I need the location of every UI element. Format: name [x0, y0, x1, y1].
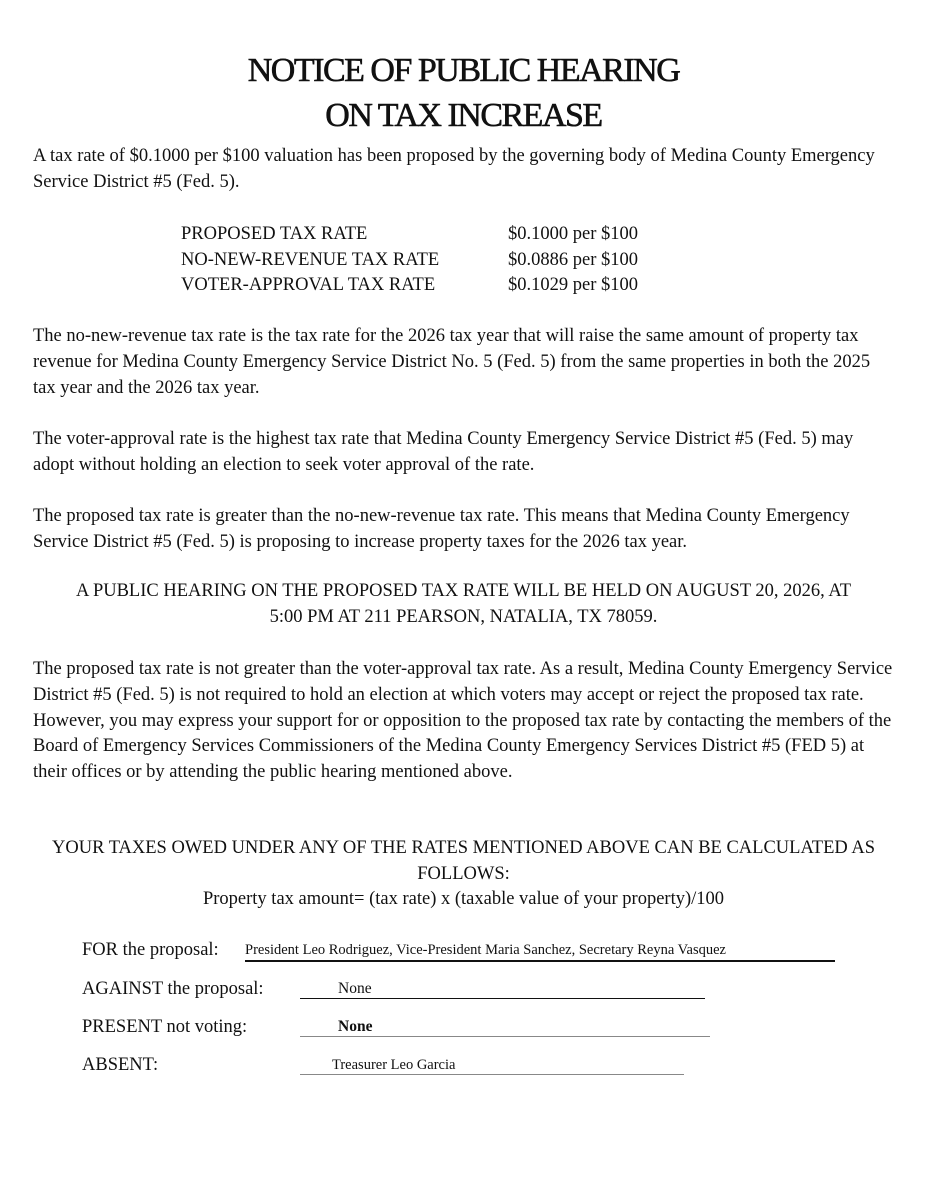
rate-name: NO-NEW-REVENUE TAX RATE: [181, 249, 440, 270]
vote-present-label: PRESENT not voting:: [82, 1017, 248, 1037]
tax-formula: Property tax amount= (tax rate) x (taxable value of your property)/100: [202, 889, 725, 909]
rate-name: VOTER-APPROVAL TAX RATE: [181, 275, 436, 295]
vote-present-value: None: [300, 1017, 710, 1037]
rate-value: $0.1029 per $100: [508, 275, 638, 295]
notice-title-line-1: NOTICE OF PUBLIC HEARING: [247, 52, 680, 89]
vote-for-value: President Leo Rodriguez, Vice-President Maria Sanchez, Secretary Reyna Vasquez: [245, 940, 835, 962]
public-hearing-notice: [20, 579, 907, 631]
proposed-rate-paragraph: The proposed tax rate is greater than the no-new-revenue tax rate. This means that Medina County Emergency Service District #5 (Fed. 5) is proposing to increase property taxes for the 2026 tax year.: [33, 506, 850, 552]
vote-for-label: FOR the proposal:: [82, 940, 219, 960]
rate-row-no-new-revenue: [181, 248, 638, 274]
intro-paragraph: A tax rate of $0.1000 per $100 valuation has been proposed by the governing body of Medina County Emergency Service District #5 (Fed. 5).: [33, 146, 875, 192]
vote-absent-label: ABSENT:: [82, 1055, 159, 1075]
no-new-revenue-paragraph: The no-new-revenue tax rate is the tax rate for the 2026 tax year that will raise the same amount of property tax revenue for Medina County Emergency Service District No. 5 (Fed. 5) from the same properties in both the 2025 tax year and the 2026 tax year.: [33, 326, 871, 398]
rate-value: $0.1000 per $100: [508, 224, 638, 244]
calculation-heading: YOUR TAXES OWED UNDER ANY OF THE RATES MENTIONED ABOVE CAN BE CALCULATED AS FOLLOWS:: [52, 838, 875, 884]
rate-row-voter-approval: [181, 273, 638, 299]
vote-absent-value: Treasurer Leo Garcia: [300, 1055, 684, 1075]
vote-against-label: AGAINST the proposal:: [82, 979, 264, 999]
notice-title-line-2: ON TAX INCREASE: [325, 97, 602, 134]
voter-approval-paragraph: The voter-approval rate is the highest tax rate that Medina County Emergency Service District #5 (Fed. 5) may adopt without holding an election to seek voter approval of the rate.: [33, 429, 854, 475]
tax-rate-table: [181, 222, 638, 299]
rate-name: PROPOSED TAX RATE: [181, 224, 368, 244]
hearing-line-2: 5:00 PM AT 211 PEARSON, NATALIA, TX 78059.: [269, 606, 658, 627]
rate-row-proposed: [181, 222, 638, 248]
hearing-line-1: A PUBLIC HEARING ON THE PROPOSED TAX RATE WILL BE HELD ON AUGUST 20, 2026, AT: [75, 581, 852, 601]
voter-approval-comparison-paragraph: The proposed tax rate is not greater than the voter-approval tax rate. As a result, Medina County Emergency Service District #5 (Fed. 5) is not required to hold an election at which voters may accept or reject the proposed tax rate. However, you may express your support for or opposition to the proposed tax rate by contacting the members of the Board of Emergency Services Commissioners of the Medina County Emergency Services District #5 (FED 5) at their offices or by attending the public hearing mentioned above.: [33, 659, 893, 783]
rate-value: $0.0886 per $100: [508, 249, 638, 270]
vote-against-value: None: [300, 979, 705, 999]
